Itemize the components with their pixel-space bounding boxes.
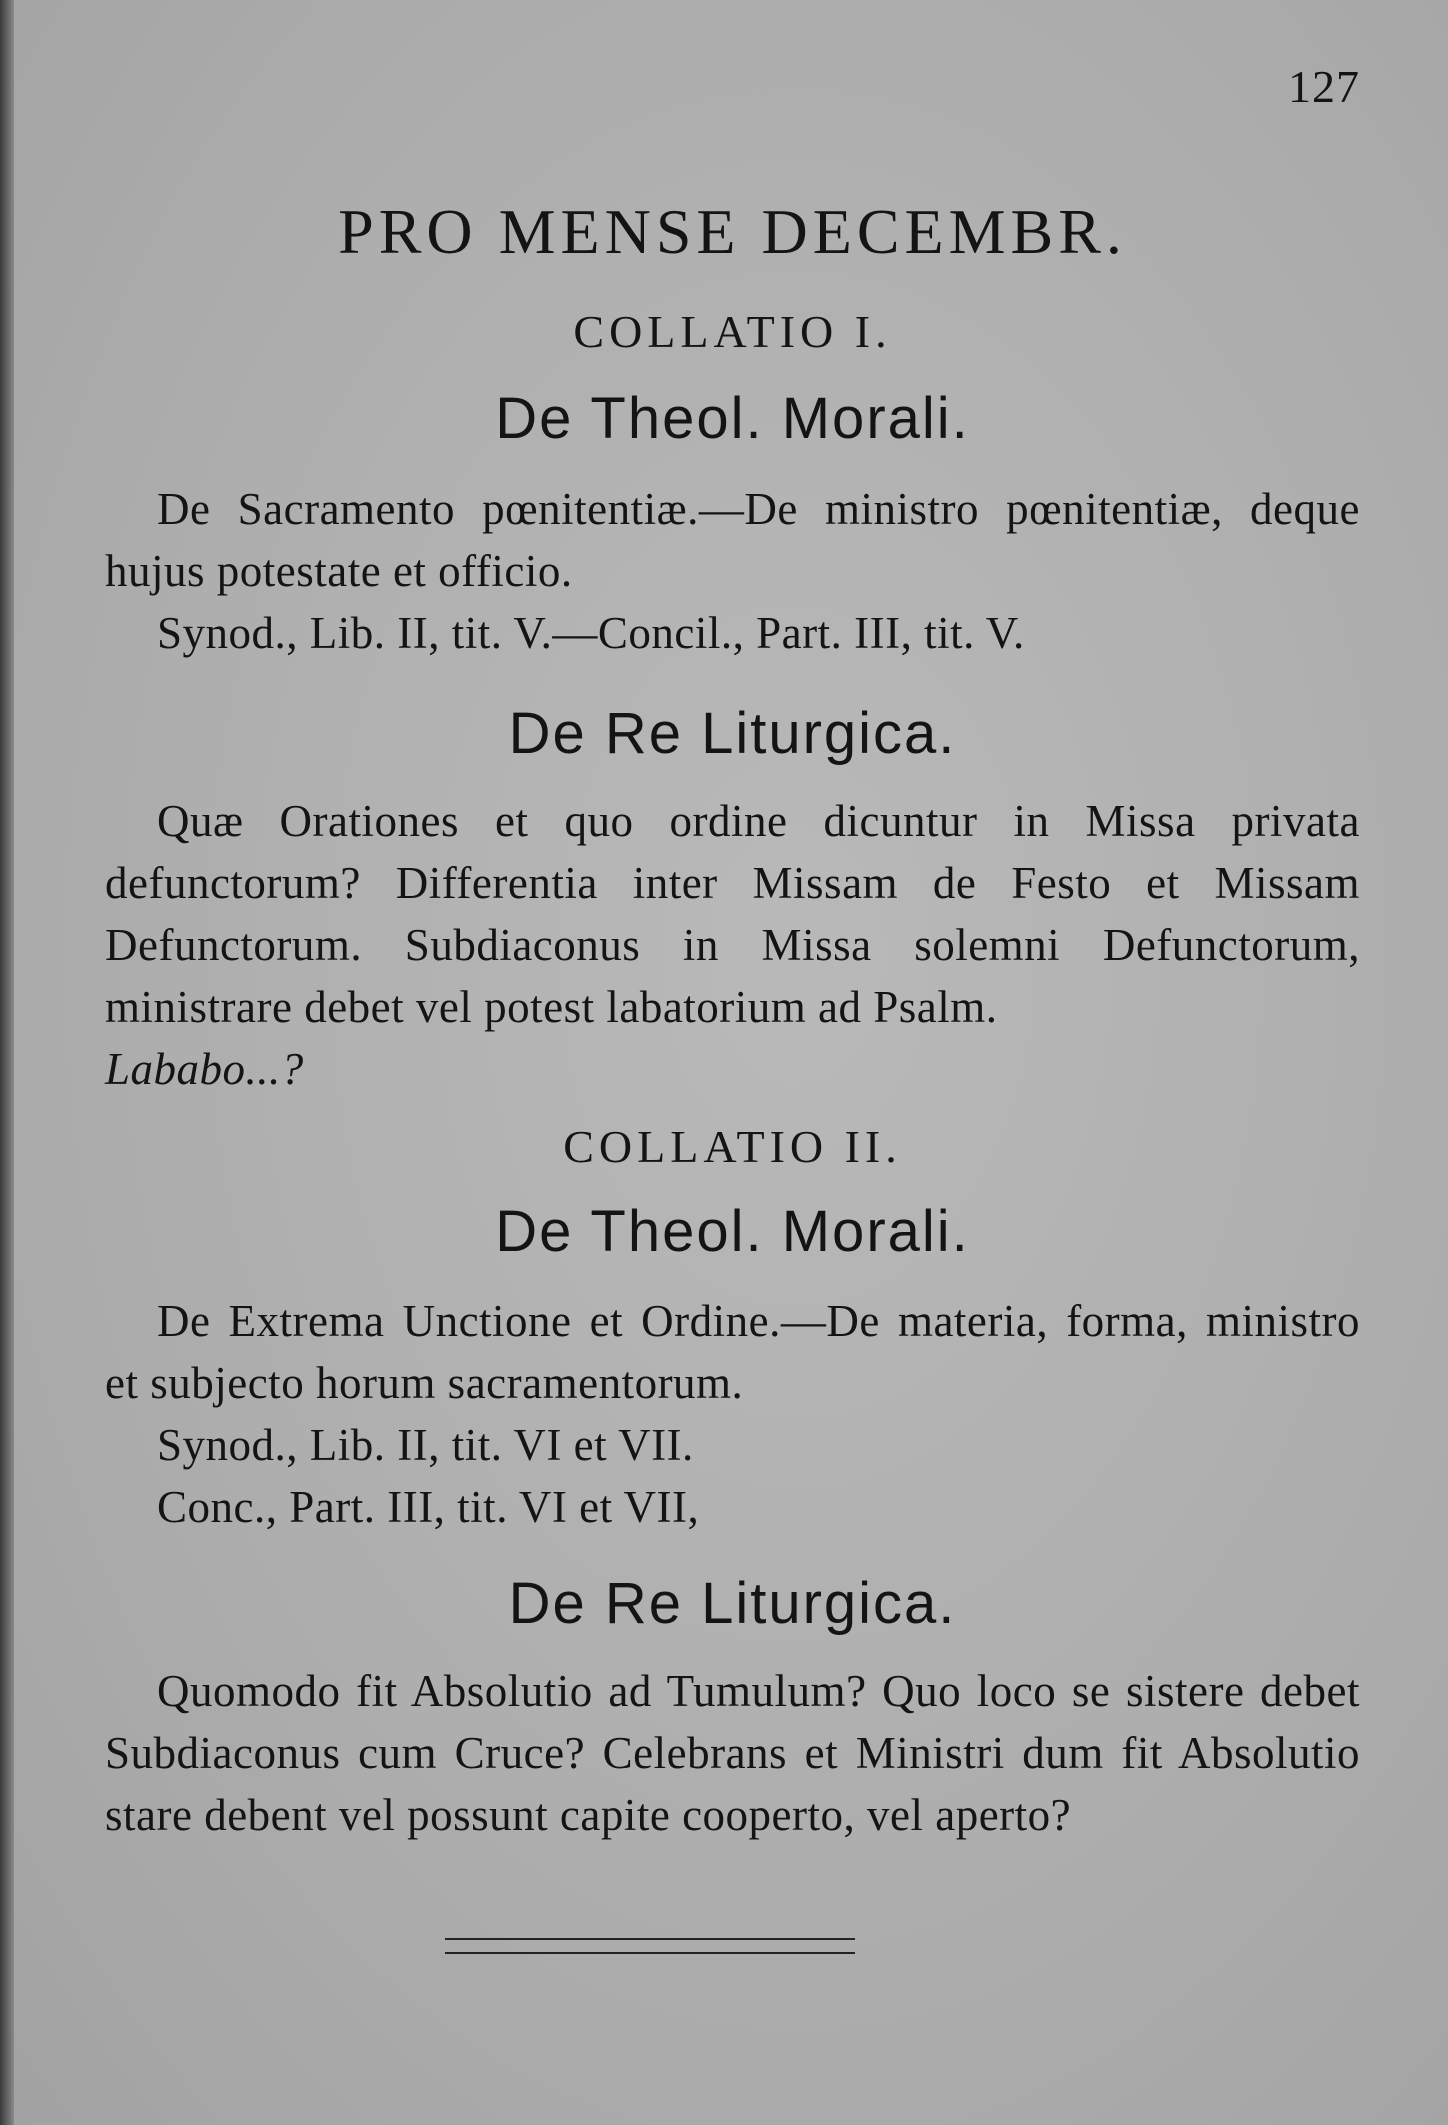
collatio-1-moral-reference: Synod., Lib. II, tit. V.—Concil., Part. III, tit. V.	[157, 608, 1025, 658]
collatio-2-moral-reference-2: Conc., Part. III, tit. VI et VII,	[157, 1482, 700, 1532]
collatio-1-liturgy-title: De Re Liturgica.	[508, 701, 957, 766]
page-number: 127	[1288, 61, 1360, 112]
collatio-2-moral-title: De Theol. Morali.	[495, 1199, 970, 1264]
collatio-2-heading: COLLATIO II.	[563, 1121, 902, 1172]
page-content	[105, 0, 1360, 2125]
collatio-1-moral-title: De Theol. Morali.	[495, 386, 970, 451]
collatio-1-liturgy-text-content: Quæ Orationes et quo ordine dicuntur in Missa privata defunctorum? Differentia inter Missam de Festo et Missam Defunctorum. Subdiaconus in Missa solemni Defunctorum, ministrare debet vel potest labatorium ad Psalm.	[105, 796, 1360, 1032]
collatio-2-moral-reference-1: Synod., Lib. II, tit. VI et VII.	[157, 1420, 694, 1470]
collatio-2-moral-text	[105, 1290, 1360, 1414]
collatio-2-liturgy-title: De Re Liturgica.	[508, 1571, 957, 1636]
collatio-1-heading: COLLATIO I.	[573, 306, 892, 357]
collatio-2-liturgy-text	[105, 1660, 1360, 1846]
collatio-1-liturgy-italic: Lababo...?	[105, 1044, 304, 1094]
month-title: PRO MENSE DECEMBR.	[338, 196, 1127, 267]
page-gutter-edge	[0, 0, 14, 2125]
collatio-2-moral-text-content: De Extrema Unctione et Ordine.—De materia, forma, ministro et subjecto horum sacramentorum.	[105, 1296, 1360, 1408]
end-double-rule	[445, 1938, 855, 1954]
collatio-2-liturgy-text-content: Quomodo fit Absolutio ad Tumulum? Quo loco se sistere debet Subdiaconus cum Cruce? Celebrans et Ministri dum fit Absolutio stare debent vel possunt capite cooperto, vel aperto?	[105, 1666, 1360, 1840]
collatio-1-liturgy-text	[105, 790, 1360, 1100]
collatio-1-moral-text	[105, 478, 1360, 602]
collatio-1-moral-text-content: De Sacramento pœnitentiæ.—De ministro pœnitentiæ, deque hujus potestate et officio.	[105, 484, 1360, 596]
